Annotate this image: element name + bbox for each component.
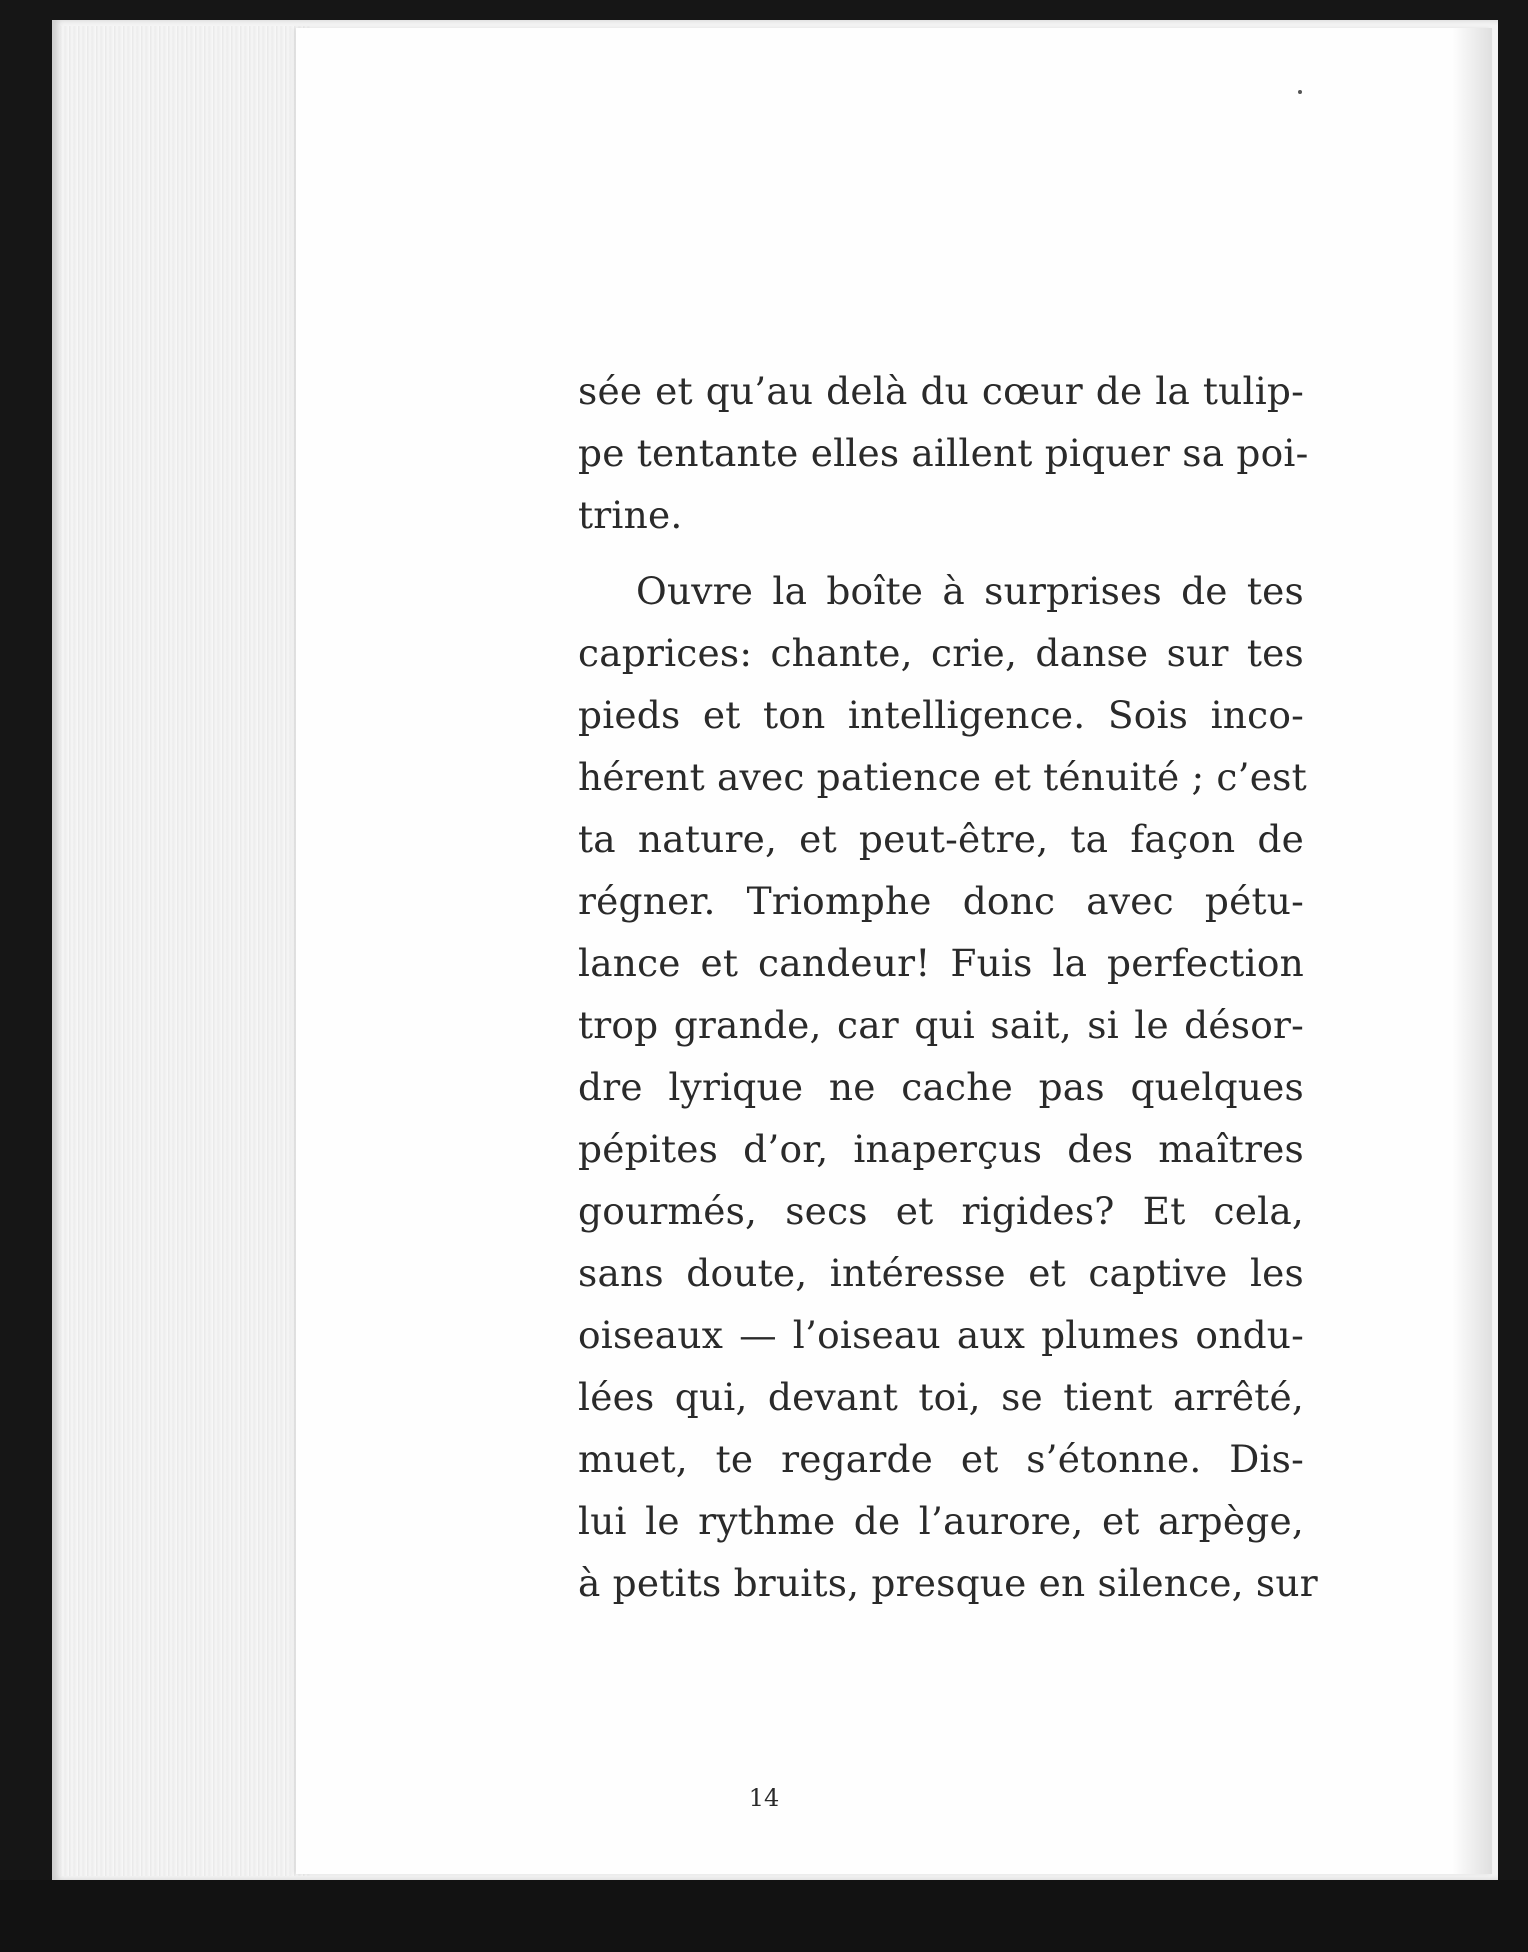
text-line: oiseaux — l’oiseau aux plumes ondu- bbox=[578, 1313, 1304, 1357]
text-line: hérent avec patience et ténuité ; c’est bbox=[578, 755, 1307, 799]
text-line: sans doute, intéresse et captive les bbox=[578, 1251, 1304, 1295]
page-number: 14 bbox=[748, 1784, 780, 1812]
text-line: pe tentante elles aillent piquer sa poi- bbox=[578, 431, 1309, 475]
text-line: dre lyrique ne cache pas quelques bbox=[578, 1065, 1304, 1109]
text-line: pépites d’or, inaperçus des maîtres bbox=[578, 1127, 1304, 1171]
stacked-page-edges bbox=[60, 26, 310, 1876]
paragraph-gap bbox=[578, 546, 1304, 560]
text-line: trine. bbox=[578, 493, 683, 537]
paper-speck bbox=[1298, 90, 1302, 94]
text-line: trop grande, car qui sait, si le désor- bbox=[578, 1003, 1304, 1047]
text-line: régner. Triomphe donc avec pétu- bbox=[578, 879, 1304, 923]
text-line: sée et qu’au delà du cœur de la tulip- bbox=[578, 369, 1304, 413]
text-line: à petits bruits, presque en silence, sur bbox=[578, 1561, 1318, 1605]
text-line: Ouvre la boîte à surprises de tes bbox=[636, 569, 1304, 613]
text-line: lance et candeur! Fuis la perfection bbox=[578, 941, 1304, 985]
page-gutter-shadow bbox=[1452, 28, 1492, 1874]
text-line: ta nature, et peut-être, ta façon de bbox=[578, 817, 1304, 861]
text-line: caprices: chante, crie, danse sur tes bbox=[578, 631, 1304, 675]
text-line: lées qui, devant toi, se tient arrêté, bbox=[578, 1375, 1304, 1419]
text-line: pieds et ton intelligence. Sois inco- bbox=[578, 693, 1304, 737]
text-line: lui le rythme de l’aurore, et arpège, bbox=[578, 1499, 1304, 1543]
scan-background-bottom bbox=[0, 1880, 1528, 1952]
body-text bbox=[578, 360, 1318, 1614]
text-line: gourmés, secs et rigides? Et cela, bbox=[578, 1189, 1304, 1233]
text-line: muet, te regarde et s’étonne. Dis- bbox=[578, 1437, 1304, 1481]
